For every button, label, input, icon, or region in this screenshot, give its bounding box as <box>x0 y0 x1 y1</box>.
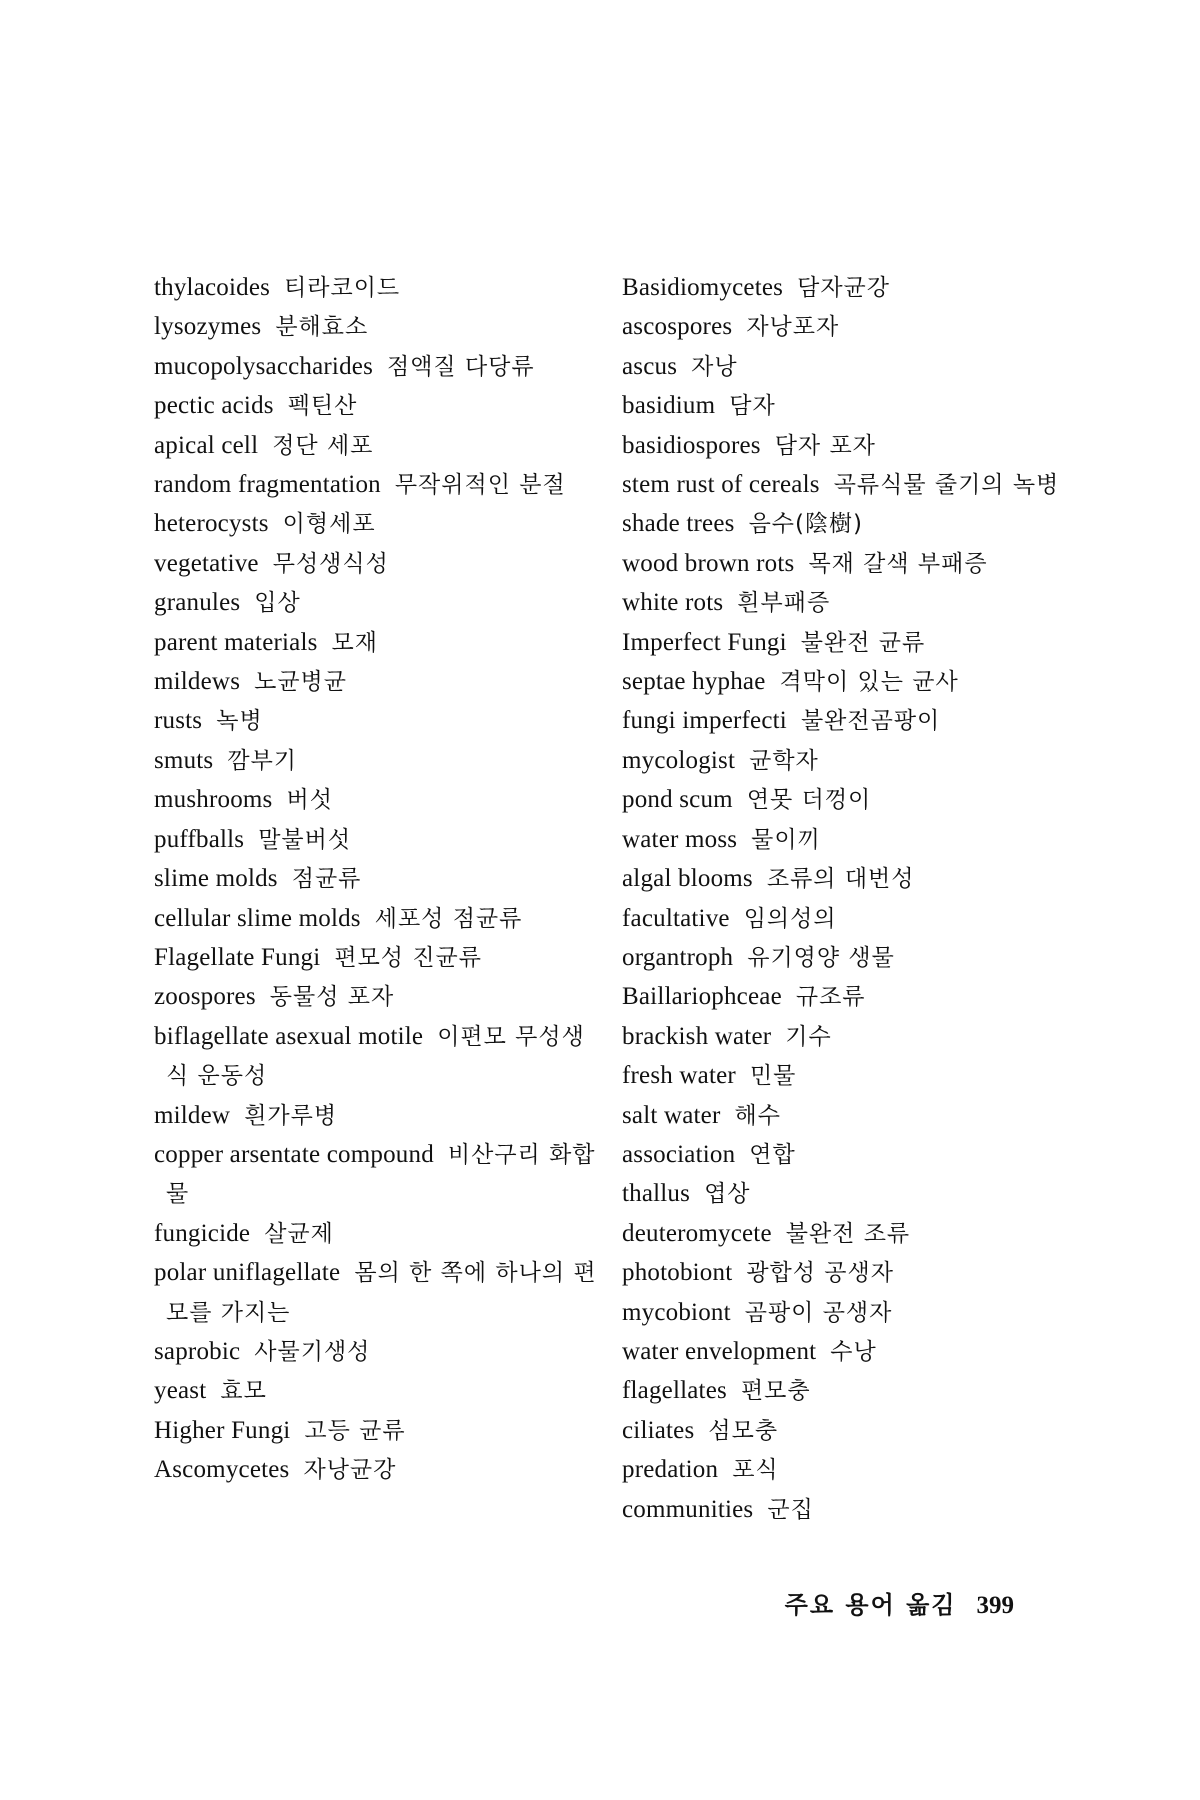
glossary-term: basidiospores <box>622 431 761 459</box>
glossary-term: apical cell <box>154 431 259 459</box>
glossary-translation: 입상 <box>254 590 301 617</box>
glossary-translation: 편모충 <box>740 1378 811 1405</box>
glossary-translation: 균학자 <box>749 747 819 774</box>
glossary-entry <box>154 1135 599 1214</box>
glossary-translation: 이형세포 <box>282 511 376 538</box>
glossary-term: organtroph <box>622 943 734 971</box>
glossary-entry <box>622 780 1067 819</box>
glossary-translation: 섬모충 <box>708 1417 779 1444</box>
glossary-entry <box>622 583 1067 622</box>
glossary-column-left <box>154 268 599 1490</box>
glossary-translation: 불완전 균류 <box>800 629 926 656</box>
glossary-term: fungicide <box>154 1219 251 1247</box>
glossary-term: mucopolysaccharides <box>154 352 373 380</box>
glossary-term: ascus <box>622 352 678 380</box>
glossary-translation: 곡류식물 줄기의 녹병 <box>833 472 1060 499</box>
glossary-entry <box>622 1135 1067 1174</box>
glossary-term: mildew <box>154 1101 231 1129</box>
glossary-translation: 비산구리 화합물 <box>166 1141 596 1208</box>
glossary-translation: 물이끼 <box>751 826 821 853</box>
glossary-entry <box>154 780 599 819</box>
glossary-translation: 임의성의 <box>743 905 837 932</box>
glossary-translation: 세포성 점균류 <box>374 905 523 932</box>
glossary-term: wood brown rots <box>622 549 795 577</box>
glossary-term: algal blooms <box>622 865 753 893</box>
glossary-entry <box>622 1332 1067 1371</box>
glossary-term: salt water <box>622 1101 721 1129</box>
glossary-term: Baillariophceae <box>622 983 782 1011</box>
glossary-term: communities <box>622 1495 754 1523</box>
glossary-translation: 담자 포자 <box>774 432 876 459</box>
glossary-term: white rots <box>622 589 724 617</box>
glossary-translation: 몸의 한 쪽에 하나의 편모를 가지는 <box>166 1260 597 1326</box>
glossary-term: rusts <box>154 707 203 735</box>
glossary-translation: 말불버섯 <box>258 826 352 853</box>
glossary-term: septae hyphae <box>622 668 766 696</box>
glossary-translation: 버섯 <box>286 787 333 814</box>
glossary-translation: 불완전 조류 <box>785 1220 911 1247</box>
glossary-term: puffballs <box>154 825 245 853</box>
glossary-term: fungi imperfecti <box>622 707 787 735</box>
glossary-term: random fragmentation <box>154 471 381 499</box>
glossary-translation: 음수(陰樹) <box>748 511 863 538</box>
glossary-entry <box>622 1490 1067 1529</box>
footer-title: 주요 용어 옮김 <box>784 1591 957 1619</box>
glossary-translation: 깜부기 <box>227 747 298 774</box>
glossary-translation: 점균류 <box>291 866 362 893</box>
glossary-translation: 정단 세포 <box>272 432 374 459</box>
glossary-translation: 담자 <box>729 393 776 420</box>
glossary-entry <box>154 938 599 977</box>
glossary-translation: 불완전곰팡이 <box>800 708 941 735</box>
glossary-translation: 포식 <box>732 1457 779 1484</box>
glossary-term: smuts <box>154 746 214 774</box>
glossary-term: mycologist <box>622 746 736 774</box>
glossary-term: Basidiomycetes <box>622 274 784 301</box>
glossary-term: Imperfect Fungi <box>622 628 787 656</box>
glossary-entry <box>154 504 599 543</box>
glossary-term: vegetative <box>154 549 259 577</box>
glossary-term: mushrooms <box>154 786 273 814</box>
glossary-term: photobiont <box>622 1259 733 1287</box>
glossary-translation: 흰가루병 <box>244 1102 338 1129</box>
glossary-term: ascospores <box>622 313 733 341</box>
glossary-translation: 유기영양 생물 <box>747 944 895 971</box>
glossary-entry <box>622 465 1067 504</box>
glossary-entry <box>154 426 599 465</box>
glossary-entry <box>622 1411 1067 1450</box>
glossary-entry <box>622 899 1067 938</box>
glossary-term: facultative <box>622 904 730 932</box>
glossary-translation: 격막이 있는 균사 <box>779 669 959 696</box>
glossary-entry <box>622 1017 1067 1056</box>
glossary-entry <box>154 1253 599 1332</box>
glossary-translation: 살균제 <box>264 1220 334 1247</box>
glossary-translation: 민물 <box>749 1063 797 1090</box>
glossary-term: saprobic <box>154 1337 241 1365</box>
glossary-entry <box>622 347 1067 386</box>
glossary-entry <box>154 701 599 740</box>
glossary-term: fresh water <box>622 1062 736 1090</box>
glossary-entry <box>154 1017 599 1096</box>
glossary-translation: 노균병균 <box>254 669 347 696</box>
glossary-translation: 자낭 <box>691 353 738 380</box>
glossary-entry <box>622 544 1067 583</box>
glossary-entry <box>622 268 1067 307</box>
glossary-translation: 해수 <box>734 1102 781 1129</box>
glossary-translation: 녹병 <box>216 708 263 735</box>
glossary-entry <box>154 583 599 622</box>
glossary-term: brackish water <box>622 1022 772 1050</box>
glossary-entry <box>154 1450 599 1489</box>
glossary-entry <box>154 1214 599 1253</box>
glossary-translation: 무성생식성 <box>272 550 389 577</box>
glossary-translation: 자낭균강 <box>303 1457 397 1484</box>
glossary-term: thallus <box>622 1180 691 1208</box>
glossary-entry <box>622 504 1067 543</box>
glossary-term: slime molds <box>154 865 278 893</box>
glossary-entry <box>622 426 1067 465</box>
glossary-translation: 이편모 무성생식 운동성 <box>166 1023 585 1090</box>
glossary-translation: 곰팡이 공생자 <box>744 1299 893 1326</box>
glossary-term: cellular slime molds <box>154 904 361 932</box>
glossary-entry <box>154 820 599 859</box>
glossary-translation: 사물기생성 <box>254 1338 371 1365</box>
glossary-translation: 동물성 포자 <box>269 984 395 1011</box>
glossary-entry <box>622 623 1067 662</box>
glossary-entry <box>622 1056 1067 1095</box>
glossary-entry <box>622 1253 1067 1292</box>
glossary-translation: 편모성 진균류 <box>334 944 482 971</box>
glossary-entry <box>154 544 599 583</box>
glossary-translation: 군집 <box>767 1496 814 1523</box>
glossary-term: mildews <box>154 668 241 696</box>
glossary-translation: 자낭포자 <box>746 314 840 341</box>
glossary-term: Higher Fungi <box>154 1416 291 1444</box>
glossary-term: heterocysts <box>154 510 269 538</box>
glossary-entry <box>154 741 599 780</box>
glossary-translation: 점액질 다당류 <box>387 353 535 380</box>
glossary-entry <box>622 859 1067 898</box>
glossary-term: water moss <box>622 825 738 853</box>
glossary-term: polar uniflagellate <box>154 1259 341 1287</box>
glossary-translation: 티라코이드 <box>284 275 401 301</box>
glossary-term: Ascomycetes <box>154 1456 290 1484</box>
glossary-entry <box>622 1293 1067 1332</box>
glossary-column-right <box>622 268 1067 1529</box>
glossary-term: basidium <box>622 392 716 420</box>
glossary-entry <box>622 307 1067 346</box>
glossary-entry <box>622 1450 1067 1489</box>
glossary-term: yeast <box>154 1377 207 1405</box>
glossary-translation: 목재 갈색 부패증 <box>808 550 988 577</box>
glossary-entry <box>154 662 599 701</box>
glossary-term: copper arsentate compound <box>154 1140 434 1168</box>
glossary-term: parent materials <box>154 628 318 656</box>
glossary-term: shade trees <box>622 510 735 538</box>
glossary-translation: 고등 균류 <box>304 1417 406 1444</box>
glossary-translation: 모재 <box>331 629 378 656</box>
glossary-entry <box>622 820 1067 859</box>
glossary-entry <box>622 662 1067 701</box>
glossary-entry <box>622 1174 1067 1213</box>
glossary-entry <box>154 1096 599 1135</box>
glossary-translation: 수낭 <box>830 1338 877 1365</box>
glossary-term: predation <box>622 1456 719 1484</box>
glossary-entry <box>622 938 1067 977</box>
glossary-term: thylacoides <box>154 274 271 301</box>
glossary-term: Flagellate Fungi <box>154 943 321 971</box>
glossary-entry <box>154 1332 599 1371</box>
glossary-term: biflagellate asexual motile <box>154 1022 424 1050</box>
glossary-entry <box>622 1371 1067 1410</box>
glossary-entry <box>154 899 599 938</box>
glossary-term: deuteromycete <box>622 1219 772 1247</box>
glossary-entry <box>154 1411 599 1450</box>
glossary-translation: 효모 <box>220 1378 267 1405</box>
glossary-entry <box>622 386 1067 425</box>
page-number: 399 <box>976 1592 1014 1619</box>
glossary-term: pond scum <box>622 786 733 814</box>
glossary-translation: 연합 <box>749 1141 796 1168</box>
glossary-term: granules <box>154 589 241 617</box>
glossary-entry <box>154 465 599 504</box>
glossary-term: zoospores <box>154 983 256 1011</box>
glossary-translation: 규조류 <box>795 984 866 1011</box>
glossary-translation: 광합성 공생자 <box>746 1260 894 1287</box>
glossary-translation: 분해효소 <box>275 314 369 341</box>
glossary-translation: 펙틴산 <box>287 393 358 420</box>
glossary-entry <box>154 307 599 346</box>
glossary-term: flagellates <box>622 1377 727 1405</box>
glossary-entry <box>622 1214 1067 1253</box>
glossary-entry <box>154 1371 599 1410</box>
glossary-term: stem rust of cereals <box>622 471 820 499</box>
glossary-entry <box>154 347 599 386</box>
glossary-translation: 기수 <box>785 1023 832 1050</box>
glossary-translation: 흰부패증 <box>737 590 831 617</box>
glossary-term: lysozymes <box>154 313 262 341</box>
glossary-term: association <box>622 1140 736 1168</box>
glossary-entry <box>154 977 599 1016</box>
glossary-term: ciliates <box>622 1416 695 1444</box>
glossary-entry <box>154 268 599 307</box>
glossary-entry <box>154 623 599 662</box>
glossary-entry <box>154 859 599 898</box>
glossary-entry <box>154 386 599 425</box>
glossary-translation: 조류의 대번성 <box>766 866 915 893</box>
glossary-translation: 엽상 <box>704 1181 751 1208</box>
glossary-translation: 연못 더껑이 <box>746 787 872 814</box>
glossary-term: water envelopment <box>622 1337 817 1365</box>
glossary-translation: 담자균강 <box>797 275 890 301</box>
glossary-entry <box>622 977 1067 1016</box>
page-footer <box>785 1585 1014 1620</box>
glossary-entry <box>622 1096 1067 1135</box>
glossary-translation: 무작위적인 분절 <box>394 472 566 499</box>
glossary-entry <box>622 741 1067 780</box>
glossary-term: mycobiont <box>622 1298 731 1326</box>
glossary-term: pectic acids <box>154 392 274 420</box>
glossary-entry <box>622 701 1067 740</box>
